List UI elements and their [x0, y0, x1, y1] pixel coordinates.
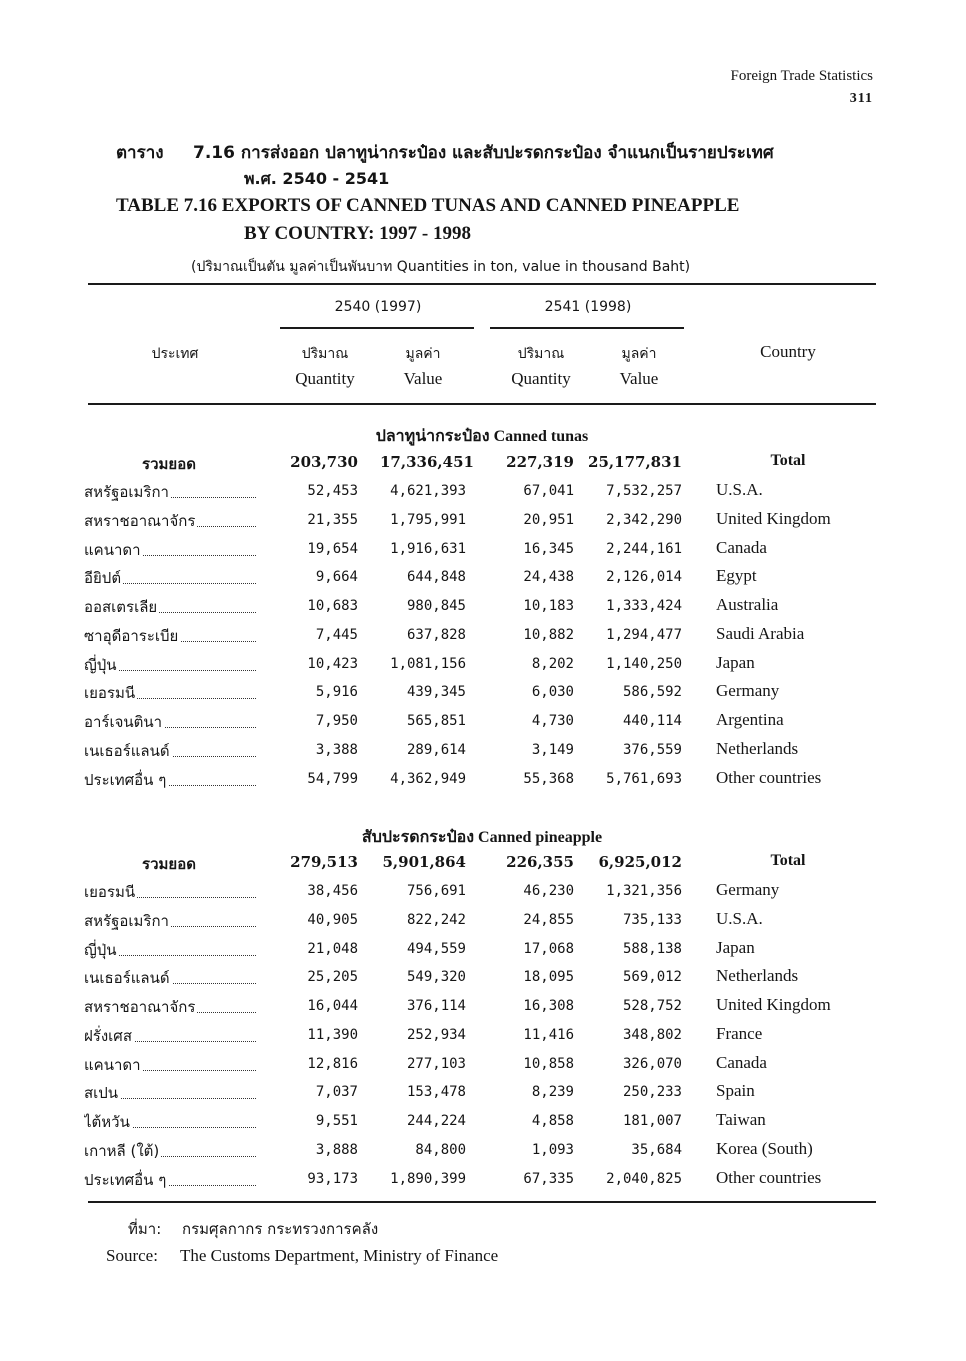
- thai-title-prefix: ตาราง: [116, 143, 164, 163]
- quantity-1998-cell: 227,319: [506, 453, 574, 471]
- quantity-1998-cell: 55,368: [523, 771, 574, 787]
- country-en-cell: United Kingdom: [716, 995, 831, 1014]
- country-en-header: Country: [760, 342, 816, 361]
- year-1998-rule: [490, 327, 684, 329]
- country-th-label: สหราชอาณาจักร: [84, 998, 196, 1016]
- english-title-line1: TABLE 7.16 EXPORTS OF CANNED TUNAS AND CANNED PINEAPPLE: [116, 195, 740, 216]
- quantity-1997-cell: 3,388: [315, 742, 358, 758]
- table-row: [84, 710, 878, 734]
- value-1997-cell: 277,103: [406, 1056, 466, 1072]
- year-1997-rule: [280, 327, 474, 329]
- country-th-cell: [84, 852, 256, 876]
- country-th-label: สหรัฐอเมริกา: [84, 912, 169, 930]
- country-th-cell: [84, 681, 256, 705]
- thai-title-line2: พ.ศ. 2540 - 2541: [244, 169, 390, 188]
- table-row: [84, 1110, 878, 1134]
- country-en-cell: Total: [770, 452, 806, 469]
- value-1998-cell: 348,802: [622, 1027, 682, 1043]
- quantity-1997-cell: 9,551: [315, 1113, 358, 1129]
- country-th-label: ญี่ปุ่น: [84, 941, 117, 959]
- value-1998-cell: 376,559: [622, 742, 682, 758]
- total-row: [84, 452, 878, 476]
- quantity-1997-cell: 9,664: [315, 569, 358, 585]
- value-1998-cell: 440,114: [622, 713, 682, 729]
- country-en-cell: Netherlands: [716, 966, 799, 985]
- quantity-1997-cell: 10,423: [307, 656, 358, 672]
- thai-title-line1: 7.16 การส่งออก ปลาทูน่ากระป๋อง และสับปะรดกระป๋อง จำแนกเป็นรายประเทศ: [193, 143, 774, 163]
- val-en-header-1998: Value: [619, 369, 659, 388]
- quantity-1997-cell: 7,950: [315, 713, 358, 729]
- country-th-cell: [84, 1139, 256, 1163]
- value-1997-cell: 289,614: [406, 742, 466, 758]
- value-1997-cell: 1,890,399: [390, 1171, 466, 1187]
- value-1997-cell: 153,478: [406, 1084, 466, 1100]
- quantity-1997-cell: 52,453: [307, 483, 358, 499]
- value-1997-cell: 5,901,864: [382, 853, 466, 871]
- table-row: [84, 653, 878, 677]
- total-row: [84, 852, 878, 876]
- source-th-label: ที่มา:: [128, 1220, 162, 1238]
- quantity-1998-cell: 10,882: [523, 627, 574, 643]
- country-th-label: ซาอุดีอาระเบีย: [84, 627, 179, 645]
- country-en-cell: France: [716, 1024, 763, 1043]
- quantity-1998-cell: 226,355: [506, 853, 574, 871]
- quantity-1997-cell: 19,654: [307, 541, 358, 557]
- quantity-1997-cell: 93,173: [307, 1171, 358, 1187]
- value-1998-cell: 2,040,825: [606, 1171, 682, 1187]
- value-1998-cell: 528,752: [622, 998, 682, 1014]
- value-1998-cell: 2,244,161: [606, 541, 682, 557]
- quantity-1997-cell: 40,905: [307, 912, 358, 928]
- quantity-1997-cell: 38,456: [307, 883, 358, 899]
- country-th-cell: [84, 909, 256, 933]
- country-th-cell: [84, 566, 256, 590]
- value-1997-cell: 439,345: [406, 684, 466, 700]
- country-en-cell: Total: [770, 852, 806, 869]
- table-row: [84, 938, 878, 962]
- units-note: (ปริมาณเป็นตัน มูลค่าเป็นพันบาท Quantities in ton, value in thousand Baht): [191, 259, 691, 275]
- country-th-cell: [84, 1168, 256, 1192]
- country-th-cell: [84, 1110, 256, 1134]
- country-th-label: เยอรมนี: [84, 684, 136, 702]
- value-1997-cell: 644,848: [406, 569, 466, 585]
- country-th-label: ไต้หวัน: [84, 1113, 130, 1131]
- quantity-1997-cell: 3,888: [315, 1142, 358, 1158]
- quantity-1998-cell: 10,183: [523, 598, 574, 614]
- table-row: [84, 566, 878, 590]
- quantity-1998-cell: 18,095: [523, 969, 574, 985]
- year-1997-header: 2540 (1997): [334, 299, 422, 315]
- source-en-text: The Customs Department, Ministry of Finance: [180, 1246, 499, 1265]
- country-en-cell: Germany: [716, 681, 780, 700]
- table-bottom-rule: [88, 1201, 876, 1203]
- quantity-1998-cell: 20,951: [523, 512, 574, 528]
- value-1997-cell: 17,336,451: [380, 453, 474, 471]
- quantity-1998-cell: 11,416: [523, 1027, 574, 1043]
- value-1997-cell: 1,916,631: [390, 541, 466, 557]
- table-row: [84, 995, 878, 1019]
- country-en-cell: Japan: [716, 653, 755, 672]
- value-1998-cell: 586,592: [622, 684, 682, 700]
- value-1998-cell: 5,761,693: [606, 771, 682, 787]
- value-1997-cell: 980,845: [406, 598, 466, 614]
- table-top-rule: [88, 283, 876, 285]
- quantity-1997-cell: 7,445: [315, 627, 358, 643]
- value-1998-cell: 1,294,477: [606, 627, 682, 643]
- country-th-cell: [84, 624, 256, 648]
- quantity-1998-cell: 24,855: [523, 912, 574, 928]
- value-1998-cell: 326,070: [622, 1056, 682, 1072]
- value-1998-cell: 2,126,014: [606, 569, 682, 585]
- country-th-label: อาร์เจนตินา: [84, 713, 163, 731]
- quantity-1998-cell: 67,041: [523, 483, 574, 499]
- quantity-1997-cell: 21,355: [307, 512, 358, 528]
- value-1997-cell: 252,934: [406, 1027, 466, 1043]
- country-th-label: อียิปต์: [84, 569, 122, 587]
- value-1998-cell: 735,133: [622, 912, 682, 928]
- country-th-cell: [84, 1053, 256, 1077]
- source-en-label: Source:: [106, 1246, 158, 1265]
- quantity-1998-cell: 16,308: [523, 998, 574, 1014]
- country-en-cell: Germany: [716, 880, 780, 899]
- country-th-cell: [84, 966, 256, 990]
- quantity-1998-cell: 3,149: [531, 742, 574, 758]
- value-1997-cell: 4,621,393: [390, 483, 466, 499]
- value-1998-cell: 1,321,356: [606, 883, 682, 899]
- value-1997-cell: 756,691: [406, 883, 466, 899]
- value-1998-cell: 7,532,257: [606, 483, 682, 499]
- section-title: สับปะรดกระป๋อง Canned pineapple: [361, 829, 603, 846]
- country-en-cell: Canada: [716, 538, 767, 557]
- quantity-1997-cell: 25,205: [307, 969, 358, 985]
- country-en-cell: Australia: [716, 595, 779, 614]
- quantity-1998-cell: 4,730: [531, 713, 574, 729]
- header-bottom-rule: [88, 403, 876, 405]
- source-th-text: กรมศุลกากร กระทรวงการคลัง: [182, 1220, 379, 1238]
- quantity-1998-cell: 8,202: [531, 656, 574, 672]
- quantity-1997-cell: 10,683: [307, 598, 358, 614]
- qty-en-header-1998: Quantity: [511, 369, 571, 388]
- country-en-cell: Japan: [716, 938, 755, 957]
- country-th-label: สหรัฐอเมริกา: [84, 483, 169, 501]
- country-en-cell: Other countries: [716, 1168, 822, 1187]
- value-1997-cell: 637,828: [406, 627, 466, 643]
- value-1997-cell: 4,362,949: [390, 771, 466, 787]
- value-1997-cell: 1,081,156: [390, 656, 466, 672]
- quantity-1998-cell: 10,858: [523, 1056, 574, 1072]
- country-th-cell: [84, 653, 256, 677]
- country-th-cell: [84, 1024, 256, 1048]
- country-en-cell: Canada: [716, 1053, 767, 1072]
- value-1998-cell: 6,925,012: [598, 853, 682, 871]
- country-th-header: ประเทศ: [151, 346, 199, 362]
- quantity-1997-cell: 54,799: [307, 771, 358, 787]
- table-row: [84, 538, 878, 562]
- quantity-1998-cell: 1,093: [531, 1142, 574, 1158]
- quantity-1998-cell: 16,345: [523, 541, 574, 557]
- country-th-cell: [84, 995, 256, 1019]
- country-th-cell: [84, 1081, 256, 1105]
- country-en-cell: U.S.A.: [716, 909, 763, 928]
- country-th-label: แคนาดา: [84, 541, 141, 559]
- quantity-1997-cell: 16,044: [307, 998, 358, 1014]
- table-row: [84, 681, 878, 705]
- quantity-1998-cell: 67,335: [523, 1171, 574, 1187]
- country-th-label: รวมยอด: [142, 855, 196, 873]
- value-1998-cell: 569,012: [622, 969, 682, 985]
- country-th-cell: [84, 938, 256, 962]
- value-1998-cell: 1,140,250: [606, 656, 682, 672]
- table-row: [84, 880, 878, 904]
- value-1997-cell: 494,559: [406, 941, 466, 957]
- year-1998-header: 2541 (1998): [544, 299, 632, 315]
- quantity-1998-cell: 24,438: [523, 569, 574, 585]
- value-1998-cell: 25,177,831: [588, 453, 682, 471]
- quantity-1998-cell: 17,068: [523, 941, 574, 957]
- table-row: [84, 966, 878, 990]
- country-en-cell: Other countries: [716, 768, 822, 787]
- country-th-cell: [84, 768, 256, 792]
- quantity-1997-cell: 21,048: [307, 941, 358, 957]
- country-th-label: รวมยอด: [142, 455, 196, 473]
- value-1998-cell: 588,138: [622, 941, 682, 957]
- val-en-header-1997: Value: [403, 369, 443, 388]
- table-row: [84, 1024, 878, 1048]
- country-th-label: ประเทศอื่น ๆ: [84, 1171, 167, 1189]
- country-th-cell: [84, 452, 256, 476]
- country-en-cell: Taiwan: [716, 1110, 766, 1129]
- table-row: [84, 624, 878, 648]
- country-th-label: ออสเตรเลีย: [84, 598, 158, 616]
- quantity-1998-cell: 6,030: [531, 684, 574, 700]
- country-en-cell: Saudi Arabia: [716, 624, 805, 643]
- country-th-label: แคนาดา: [84, 1056, 141, 1074]
- country-en-cell: Argentina: [716, 710, 784, 729]
- value-1997-cell: 1,795,991: [390, 512, 466, 528]
- qty-th-header-1998: ปริมาณ: [517, 346, 565, 362]
- val-th-header-1997: มูลค่า: [405, 346, 441, 362]
- country-th-label: เยอรมนี: [84, 883, 136, 901]
- country-th-cell: [84, 509, 256, 533]
- qty-en-header-1997: Quantity: [295, 369, 355, 388]
- section-title: ปลาทูน่ากระป๋อง Canned tunas: [375, 428, 589, 445]
- value-1998-cell: 1,333,424: [606, 598, 682, 614]
- table-row: [84, 768, 878, 792]
- value-1997-cell: 565,851: [406, 713, 466, 729]
- country-th-label: เกาหลี (ใต้): [84, 1142, 160, 1160]
- country-th-cell: [84, 880, 256, 904]
- country-en-cell: Egypt: [716, 566, 757, 585]
- country-th-label: ญี่ปุ่น: [84, 656, 117, 674]
- country-th-label: เนเธอร์แลนด์: [84, 742, 170, 760]
- qty-th-header-1997: ปริมาณ: [301, 346, 349, 362]
- table-row: [84, 1053, 878, 1077]
- english-title-line2: BY COUNTRY: 1997 - 1998: [244, 223, 471, 244]
- country-th-label: ฝรั่งเศส: [84, 1027, 132, 1045]
- quantity-1997-cell: 12,816: [307, 1056, 358, 1072]
- table-row: [84, 909, 878, 933]
- value-1997-cell: 84,800: [415, 1142, 466, 1158]
- quantity-1997-cell: 7,037: [315, 1084, 358, 1100]
- country-th-label: ประเทศอื่น ๆ: [84, 771, 167, 789]
- country-en-cell: Spain: [716, 1081, 755, 1100]
- table-row: [84, 1081, 878, 1105]
- country-th-label: สเปน: [84, 1084, 119, 1102]
- country-en-cell: U.S.A.: [716, 480, 763, 499]
- country-th-label: เนเธอร์แลนด์: [84, 969, 170, 987]
- quantity-1998-cell: 8,239: [531, 1084, 574, 1100]
- value-1998-cell: 35,684: [631, 1142, 682, 1158]
- table-row: [84, 1139, 878, 1163]
- country-th-cell: [84, 595, 256, 619]
- country-th-cell: [84, 710, 256, 734]
- country-th-cell: [84, 538, 256, 562]
- country-th-label: สหราชอาณาจักร: [84, 512, 196, 530]
- quantity-1997-cell: 5,916: [315, 684, 358, 700]
- value-1997-cell: 376,114: [406, 998, 466, 1014]
- quantity-1998-cell: 46,230: [523, 883, 574, 899]
- value-1997-cell: 549,320: [406, 969, 466, 985]
- country-en-cell: United Kingdom: [716, 509, 831, 528]
- publication-title: Foreign Trade Statistics: [730, 68, 873, 84]
- page-number: 311: [849, 91, 873, 106]
- country-th-cell: [84, 480, 256, 504]
- table-row: [84, 509, 878, 533]
- table-row: [84, 739, 878, 763]
- country-th-cell: [84, 739, 256, 763]
- table-row: [84, 1168, 878, 1192]
- value-1998-cell: 181,007: [622, 1113, 682, 1129]
- country-en-cell: Netherlands: [716, 739, 799, 758]
- quantity-1998-cell: 4,858: [531, 1113, 574, 1129]
- value-1997-cell: 822,242: [406, 912, 466, 928]
- quantity-1997-cell: 279,513: [290, 853, 358, 871]
- quantity-1997-cell: 11,390: [307, 1027, 358, 1043]
- table-row: [84, 595, 878, 619]
- country-en-cell: Korea (South): [716, 1139, 813, 1158]
- value-1998-cell: 250,233: [622, 1084, 682, 1100]
- val-th-header-1998: มูลค่า: [621, 346, 657, 362]
- quantity-1997-cell: 203,730: [290, 453, 358, 471]
- value-1997-cell: 244,224: [406, 1113, 466, 1129]
- table-row: [84, 480, 878, 504]
- value-1998-cell: 2,342,290: [606, 512, 682, 528]
